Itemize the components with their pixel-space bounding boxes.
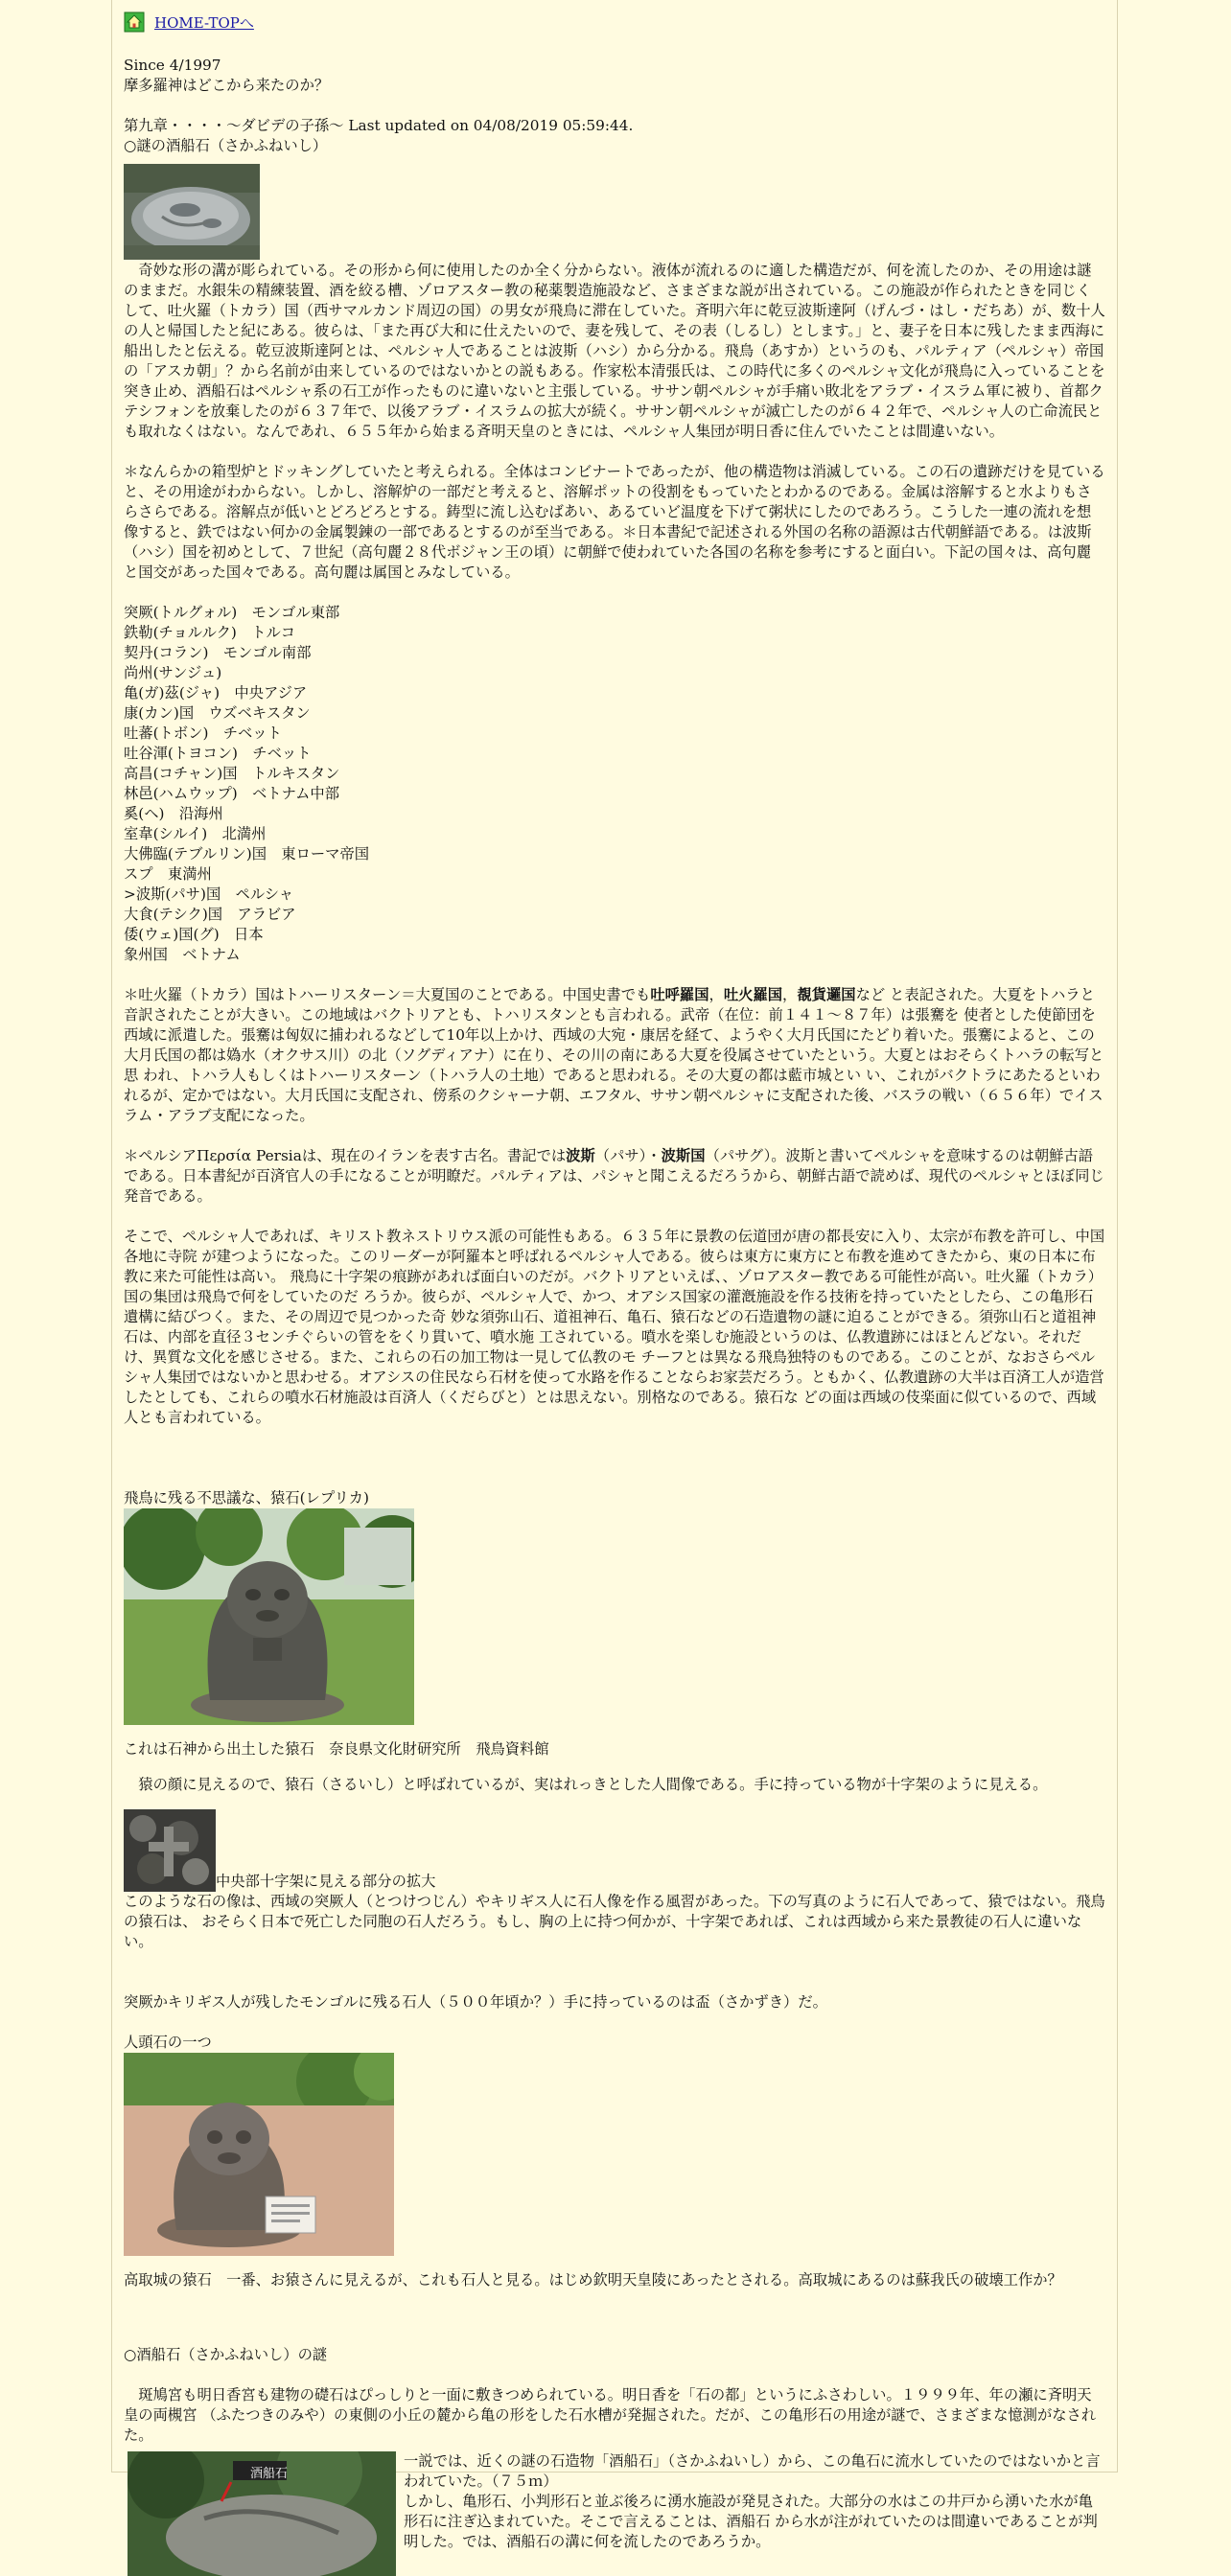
list-item: 倭(ウェ)国(グ) 日本 — [124, 926, 264, 943]
cross-closeup-photo — [124, 1809, 216, 1892]
sakafune-bottom-photo — [128, 2451, 396, 2576]
list-item: 鉄勒(チョルルク) トルコ — [124, 624, 296, 641]
list-item: 契丹(コラン) モンゴル南部 — [124, 644, 312, 661]
list-item: 高昌(コチャン)国 トルキスタン — [124, 765, 340, 782]
sakafune-stone-photo — [124, 164, 260, 260]
takatori-saruishi-photo — [124, 2053, 394, 2256]
paragraph-kamegata: 斑鳩宮も明日香宮も建物の礎石はぴっしりと一面に敷きつめられている。明日香を「石の都」というにふさわしい。１９９９年、年の瀬に斉明天皇の両槻宮 （ふたつきのみや）の東側の小丘の麓から亀の形をした石水槽が発掘された。だが、この亀形石の用途が謎で、さまざまな憶測がなされた。 — [124, 2386, 1097, 2445]
sakafune-photo-label: 酒船石 — [250, 2467, 289, 2482]
saruishi-description: 猿の顔に見えるので、猿石（さるいし）と呼ばれているが、実はれっきとした人間像である。手に持っている物が十字架のように見える。 — [124, 1775, 1048, 1793]
list-item: 林邑(ハムウップ) ベトナム中部 — [124, 785, 340, 802]
saru-title: 飛鳥に残る不思議な、猿石(レプリカ) — [124, 1489, 369, 1506]
page-container — [111, 0, 1118, 2551]
list-item: 康(カン)国 ウズベキスタン — [124, 704, 311, 722]
home-nav[interactable] — [124, 10, 1105, 34]
saruishi-caption: これは石神から出土した猿石 奈良県文化財研究所 飛鳥資料館 — [124, 1740, 549, 1759]
bottom-text-1: 一説では、近くの謎の石造物「酒船石」（さかふねいし）から、この亀石に流水していたのではないかと言われていた。（７５ｍ） — [404, 2452, 1101, 2491]
home-icon[interactable] — [124, 12, 145, 33]
list-item: 突厥(トルグォル) モンゴル東部 — [124, 604, 340, 621]
bottom-figure-row — [124, 2451, 1105, 2576]
jintou-title: 人頭石の一つ — [124, 2033, 212, 2051]
country-list — [124, 603, 1105, 965]
question-heading: 摩多羅神はどこから来たのか？ — [124, 77, 330, 94]
chapter-heading: 第九章・・・・～ダビデの子孫～ Last updated on 04/08/2019 05:59:44. — [124, 117, 634, 134]
home-top-link[interactable]: HOME-TOPへ — [154, 13, 254, 32]
list-item: 大佛臨(テブルリン)国 東ローマ帝国 — [124, 845, 370, 862]
paragraph-furnace: ＊なんらかの箱型炉とドッキングしていたと考えられる。全体はコンビナートであったが、他の構造物は消滅している。この石の遺跡だけを見ていると、その用途がわからない。しかし、溶解炉の一部だと考えると、溶解ポットの役割をもっていたとわかるのである。金属は溶解すると水よりもさらさらである。溶解点が低いとどろどろとする。鋳型に流し込むばあい、あるていど温度を下げて粥状にしたのであろう。こうした一連の流れを想像すると、鉄ではない何かの金属製錬の一部であるとするのが至当である。＊日本書紀で記述される外国の名称の語源は古代朝鮮語である。は波斯（ハシ）国を初めとして、７世紀（高句麗２８代ボジャン王の頃）に朝鮮で使われていた各国の名称を参考にすると面白い。下記の国々は、高句麗と国交があった国々である。高句麗は属国とみなしている。 — [124, 463, 1105, 581]
list-item: 亀(ガ)茲(ジャ) 中央アジア — [124, 684, 308, 702]
mongol-stone-text: 突厥かキリギス人が残したモンゴルに残る石人（５００年頃か？）手に持っているのは盃（さかずき）だ。 — [124, 1992, 827, 2011]
saruishi-photo — [124, 1508, 414, 1725]
paragraph-intro: 奇妙な形の溝が彫られている。その形から何に使用したのか全く分からない。液体が流れるのに適した構造だが、何を流したのか、その用途は謎のままだ。水銀朱の精練装置、酒を絞る槽、ゾロアスター教の秘薬製造施設など、さまざまな説が出されている。この施設が作られたときを同じくして、吐火羅（トカラ）国（西サマルカンド周辺の国）の男女が飛鳥に滞在していた。斉明六年に乾豆波斯達阿（げんづ・はし・だちあ）が、数十人の人と帰国したと紀にある。彼らは、「また再び大和に仕えたいので、妻を残して、その表（しるし）とします。」と、妻子を日本に残したまま西海に船出したと伝える。乾豆波斯達阿とは、ペルシャ人であることは波斯（ハシ）から分かる。飛鳥（あすか）というのも、パルティア（ペルシャ）帝国の「アスカ朝」？から名前が由来しているのではないかとの説もある。作家松本清張氏は、この時代に多くのペルシャ文化が飛鳥に入っていることを突き止め、酒船石はペルシャ系の石工が作ったものに違いないと主張している。ササン朝ペルシャが手痛い敗北をアラブ・イスラム軍に被り、首都クテシフォンを放棄したのが６３７年で、以後アラブ・イスラムの拡大が続く。ササン朝ペルシャが滅亡したのが６４２年で、ペルシャ人の亡命流民とも取れなくはない。なんであれ、６５５年から始まる斉明天皇のときには、ペルシャ人集団が明日香に住んでいたことは間違いない。 — [124, 262, 1105, 440]
list-item: 吐谷渾(トヨコン) チベット — [124, 745, 312, 762]
takatori-caption: 高取城の猿石 一番、お猿さんに見えるが、これも石人と見る。はじめ欽明天皇陵にあったとされる。高取城にあるのは蘇我氏の破壊工作か？ — [124, 2271, 1062, 2289]
list-item: 象州国 ベトナム — [124, 946, 241, 963]
list-item: スプ 東満州 — [124, 865, 212, 883]
list-item: 大食(テシク)国 アラビア — [124, 906, 296, 923]
list-item: 室韋(シルイ) 北満州 — [124, 825, 267, 842]
list-item: 吐蕃(トボン) チベット — [124, 724, 282, 742]
paragraph-nestorian: そこで、ペルシャ人であれば、キリスト教ネストリウス派の可能性もある。６３５年に景教の伝道団が唐の都長安に入り、太宗が布教を許可し、中国各地に寺院 が建つようになった。このリーダーが阿羅本と呼ばれるペルシャ人である。彼らは東方に東方にと布教を進めてきたから、東の日本に布教に来た可能性は高い。 飛鳥に十字架の痕跡があれば面白いのだが。バクトリアといえば、、ゾロアスター教である可能性が高い。吐火羅（トカラ）国の集団は飛鳥で何をしていたのだ ろうか。彼らが、ペルシャ人で、かつ、オアシス国家の灌漑施設を作る技術を持っていたとしたら、この亀形石遺構に結びつく。また、その周辺で見つかった奇 妙な須弥山石、道祖神石、亀石、猿石などの石造遺物の謎に迫ることができる。須弥山石と道祖神石は、内部を直径３センチぐらいの管ををくり貫いて、噴水施 工されている。噴水を楽しむ施設というのは、仏教遺跡にはほとんどない。それだけ、異質な文化を感じさせる。また、これらの石の加工物は一見して仏教のモ チーフとは異なる飛鳥独特のものである。このことが、なおさらペルシャ人集団ではないかと思わせる。オアシスの住民なら石材を使って水路を作ることならお家芸だろう。ともかく、仏教遺跡の大半は百済工人が造営したとしても、これらの噴水石材施設は百済人（くだらびと）とは思えない。別格なのである。猿石な どの面は西域の伎楽面に似ているので、西域人とも言われている。 — [124, 1228, 1105, 1426]
section-heading-sakafune: ○謎の酒船石（さかふねいし） — [124, 137, 328, 154]
paragraph-tokhara: ＊吐火羅（トカラ）国はトハーリスターン＝大夏国のことである。中国史書でも吐呼羅国，吐火羅国，覩貨邏国など と表記された。大夏をトハラと音訳されたことが大きい。この地域はバクトリアとも、トハリスタンとも言われる。武帝（在位：前１４１～８７年）は張騫を 使者とした使節団を西域に派遣した。張騫は匈奴に捕われるなどして10年以上かけ、西域の大宛・康居を経て、ようやく大月氏国にたどり着いた。張騫によると、この大月氏国の都は媯水（オクサス川）の北（ソグディアナ）に在り、その川の南にある大夏を役属させていたという。大夏とはおそらくトハラの転写と思 われ、トハラ人もしくはトハーリスターン（トハラ人の土地）であると思われる。その大夏の都は藍市城とい い、これがバクトラにあたるといわれるが、定かではない。大月氏国に支配され、傍系のクシャーナ朝、エフタル、ササン朝ペルシャに支配された後、バスラの戦い（６５６年）でイスラム・アラブ支配になった。 — [124, 986, 1104, 1124]
bottom-text-2: しかし、亀形石、小判形石と並ぶ後ろに湧水施設が発見された。大部分の水はこの井戸から湧いた水が亀形石に注ぎ込まれていた。そこで言えることは、酒船石 から水が注がれていたのは間違いであることが判明した。では、酒船石の溝に何を流したのであろうか。 — [404, 2493, 1098, 2551]
list-item: 尚州(サンジュ) — [124, 664, 222, 681]
list-item: >波斯(パサ)国 ペルシャ — [124, 886, 294, 903]
paragraph-persia: ＊ペルシアΠερσία Persiaは、現在のイランを表す古名。書記では波斯（パサ）・波斯国（パサグ）。波斯と書いてペルシャを意味するのは朝鮮古語である。日本書紀が百済官人の手になることが明瞭だ。パルティアは、パシャと聞こえるだろうから、朝鮮古語で読めば、現代のペルシャとほぼ同じ発音である。 — [124, 1147, 1104, 1205]
since-text: Since 4/1997 — [124, 57, 221, 74]
list-item: 奚(ヘ) 沿海州 — [124, 805, 223, 822]
cross-closeup-caption: 中央部十字架に見える部分の拡大 — [216, 1872, 436, 1890]
paragraph-stone-figures: このような石の像は、西域の突厥人（とつけつじん）やキリギス人に石人像を作る風習があった。下の写真のように石人であって、猿ではない。飛鳥の猿石は、 おそらく日本で死亡した同胞の石人だろう。もし、胸の上に持つ何かが、十字架であれば、これは西域から来た景教徒の石人に違いない。 — [124, 1892, 1105, 1950]
section-heading-sakafune-mystery: ○酒船石（さかふねいし）の謎 — [124, 2346, 328, 2364]
